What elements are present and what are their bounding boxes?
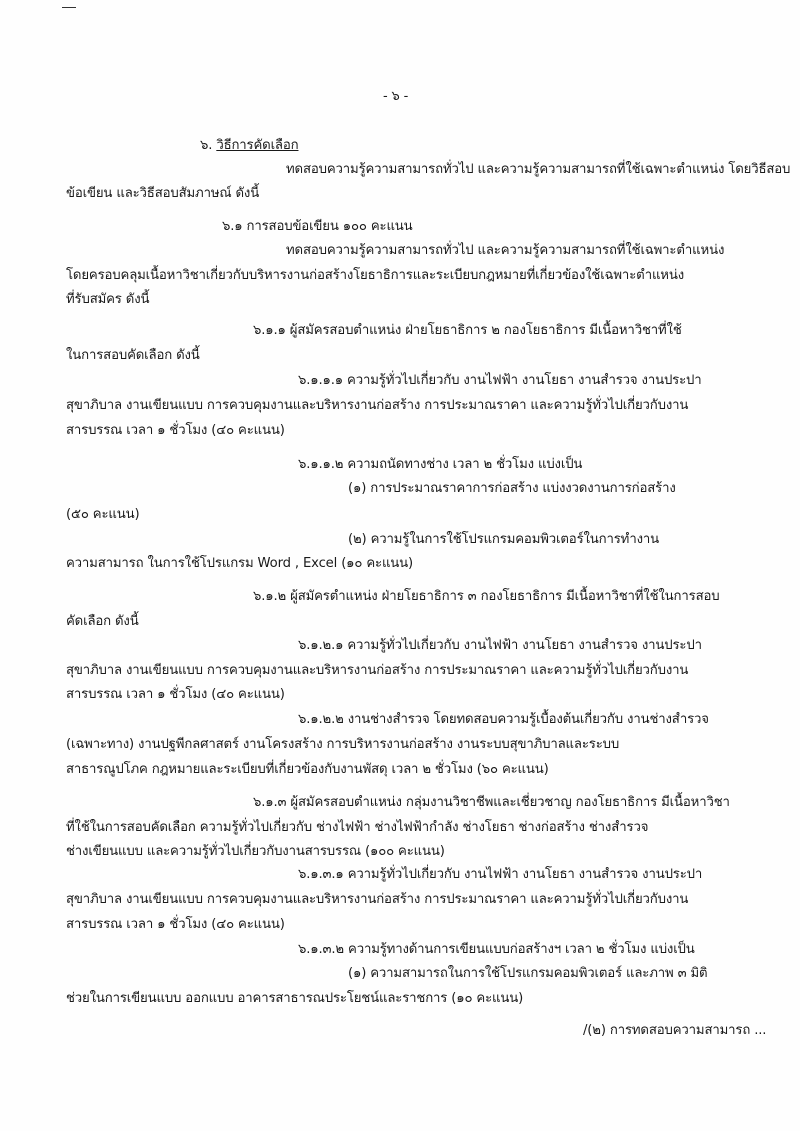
paragraph-line: ที่รับสมัคร ดังนี้	[66, 292, 150, 307]
paragraph-line: (๕๐ คะแนน)	[66, 507, 140, 522]
paragraph-line: (๒) ความรู้ในการใช้โปรแกรมคอมพิวเตอร์ในการทำงาน	[348, 532, 660, 547]
scan-mark	[62, 7, 76, 8]
page-number: - ๖ -	[383, 89, 409, 104]
paragraph-line: ช่วยในการเขียนแบบ ออกแบบ อาคารสาธารณประโยชน์และราชการ (๑๐ คะแนน)	[66, 991, 524, 1006]
continuation-note: /(๒) การทดสอบความสามารถ ...	[583, 1023, 767, 1038]
paragraph-line: ๖.๑.๓.๒ ความรู้ทางด้านการเขียนแบบก่อสร้างฯ เวลา ๒ ชั่วโมง แบ่งเป็น	[298, 942, 695, 957]
paragraph-line: (๑) ความสามารถในการใช้โปรแกรมคอมพิวเตอร์ และภาพ ๓ มิติ	[348, 966, 708, 981]
subsection-heading: ๖.๑ การสอบข้อเขียน ๑๐๐ คะแนน	[222, 219, 413, 234]
paragraph-line: ในการสอบคัดเลือก ดังนี้	[66, 348, 200, 363]
paragraph-line: ๖.๑.๒.๒ งานช่างสำรวจ โดยทดสอบความรู้เบื้องต้นเกี่ยวกับ งานช่างสำรวจ	[298, 712, 709, 727]
section-heading	[200, 137, 298, 155]
paragraph-line: สุขาภิบาล งานเขียนแบบ การควบคุมงานและบริหารงานก่อสร้าง การประมาณราคา และความรู้ทั่วไปเกี่ยวกับงาน	[66, 398, 689, 413]
paragraph-line: ข้อเขียน และวิธีสอบสัมภาษณ์ ดังนี้	[66, 186, 260, 201]
paragraph-line: สารบรรณ เวลา ๑ ชั่วโมง (๔๐ คะแนน)	[66, 423, 285, 438]
paragraph-line: ความสามารถ ในการใช้โปรแกรม Word , Excel (๑๐ คะแนน)	[66, 556, 414, 571]
paragraph-line: ๖.๑.๑ ผู้สมัครสอบตำแหน่ง ฝ่ายโยธาธิการ ๒ กองโยธาธิการ มีเนื้อหาวิชาที่ใช้	[253, 323, 682, 338]
section-title: วิธีการคัดเลือก	[216, 138, 299, 153]
paragraph-line: ช่างเขียนแบบ และความรู้ทั่วไปเกี่ยวกับงานสารบรรณ (๑๐๐ คะแนน)	[66, 844, 445, 859]
paragraph-line: สารบรรณ เวลา ๑ ชั่วโมง (๔๐ คะแนน)	[66, 687, 285, 702]
paragraph-line: ทดสอบความรู้ความสามารถทั่วไป และความรู้ความสามารถที่ใช้เฉพาะตำแหน่ง	[286, 243, 725, 258]
paragraph-line: ๖.๑.๒ ผู้สมัครตำแหน่ง ฝ่ายโยธาธิการ ๓ กองโยธาธิการ มีเนื้อหาวิชาที่ใช้ในการสอบ	[253, 589, 720, 604]
paragraph-line: โดยครอบคลุมเนื้อหาวิชาเกี่ยวกับบริหารงานก่อสร้างโยธาธิการและระเบียบกฎหมายที่เกี่ยวข้องใช้เฉพาะตำแหน่ง	[66, 268, 684, 283]
paragraph-line: ๖.๑.๓.๑ ความรู้ทั่วไปเกี่ยวกับ งานไฟฟ้า งานโยธา งานสำรวจ งานประปา	[298, 867, 703, 882]
paragraph-line: ทดสอบความรู้ความสามารถทั่วไป และความรู้ความสามารถที่ใช้เฉพาะตำแหน่ง โดยวิธีสอบ	[286, 162, 791, 177]
paragraph-line: คัดเลือก ดังนี้	[66, 614, 139, 629]
paragraph-line: สารบรรณ เวลา ๑ ชั่วโมง (๔๐ คะแนน)	[66, 917, 285, 932]
paragraph-line: ๖.๑.๑.๒ ความถนัดทางช่าง เวลา ๒ ชั่วโมง แบ่งเป็น	[298, 457, 583, 472]
paragraph-line: (๑) การประมาณราคาการก่อสร้าง แบ่งงวดงานการก่อสร้าง	[348, 481, 676, 496]
paragraph-line: ๖.๑.๑.๑ ความรู้ทั่วไปเกี่ยวกับ งานไฟฟ้า งานโยธา งานสำรวจ งานประปา	[298, 373, 702, 388]
paragraph-line: สุขาภิบาล งานเขียนแบบ การควบคุมงานและบริหารงานก่อสร้าง การประมาณราคา และความรู้ทั่วไปเกี่ยวกับงาน	[66, 663, 689, 678]
section-number: ๖.	[200, 138, 213, 153]
paragraph-line: ที่ใช้ในการสอบคัดเลือก ความรู้ทั่วไปเกี่ยวกับ ช่างไฟฟ้า ช่างไฟฟ้ากำลัง ช่างโยธา ช่างก่อสร้าง ช่างสำรวจ	[66, 820, 649, 835]
paragraph-line: ๖.๑.๒.๑ ความรู้ทั่วไปเกี่ยวกับ งานไฟฟ้า งานโยธา งานสำรวจ งานประปา	[298, 638, 702, 653]
paragraph-line: สุขาภิบาล งานเขียนแบบ การควบคุมงานและบริหารงานก่อสร้าง การประมาณราคา และความรู้ทั่วไปเกี่ยวกับงาน	[66, 892, 689, 907]
paragraph-line: ๖.๑.๓ ผู้สมัครสอบตำแหน่ง กลุ่มงานวิชาชีพและเชี่ยวชาญ กองโยธาธิการ มีเนื้อหาวิชา	[253, 795, 730, 810]
paragraph-line: สาธารณูปโภค กฎหมายและระเบียบที่เกี่ยวข้องกับงานพัสดุ เวลา ๒ ชั่วโมง (๖๐ คะแนน)	[66, 762, 549, 777]
paragraph-line: (เฉพาะทาง) งานปฐพีกลศาสตร์ งานโครงสร้าง การบริหารงานก่อสร้าง งานระบบสุขาภิบาลและระบบ	[66, 737, 620, 752]
